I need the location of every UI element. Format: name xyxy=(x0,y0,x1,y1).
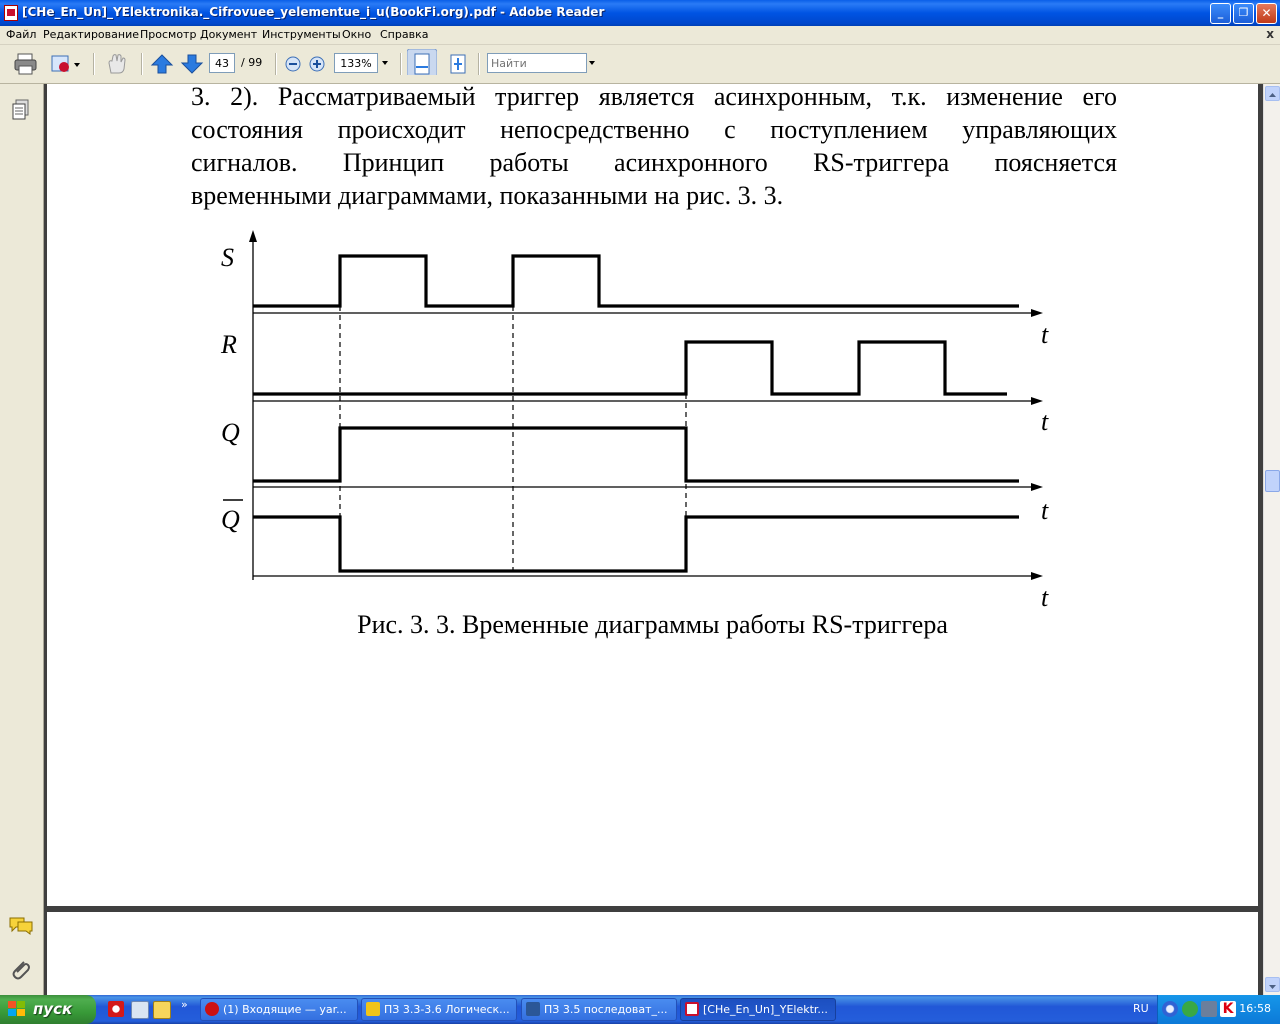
figure-caption: Рис. 3. 3. Временные диаграммы работы RS-триггера xyxy=(357,610,948,639)
antivirus-icon[interactable]: K xyxy=(1220,1001,1236,1017)
maximize-icon: ❐ xyxy=(1238,6,1249,19)
menu-bar xyxy=(0,26,1280,45)
signal-label-s: S xyxy=(221,243,234,272)
zoom-dropdown-icon[interactable] xyxy=(382,61,388,65)
task-label: ПЗ 3.3-3.6 Логическ... xyxy=(384,1003,510,1016)
toolbar-separator xyxy=(93,53,95,75)
zoom-input[interactable] xyxy=(334,53,378,73)
timing-diagram xyxy=(47,84,1258,614)
search-dropdown-icon[interactable] xyxy=(589,61,595,65)
opera-icon[interactable] xyxy=(108,1001,124,1017)
signal-label-qbar: Q xyxy=(221,505,240,534)
taskbar-item-opera[interactable] xyxy=(200,998,358,1021)
axis-arrow xyxy=(1031,397,1043,405)
menu-document[interactable]: Документ xyxy=(200,28,258,41)
signal-s-waveform xyxy=(253,256,1019,306)
taskbar xyxy=(0,995,1280,1024)
network-icon[interactable] xyxy=(1182,1001,1198,1017)
next-page-icon[interactable] xyxy=(180,51,204,77)
scroll-down-button[interactable] xyxy=(1265,977,1280,992)
adobe-reader-icon xyxy=(4,5,18,21)
document-view[interactable] xyxy=(44,84,1263,995)
axis-arrow xyxy=(1031,572,1043,580)
clock-app-icon[interactable] xyxy=(153,1001,171,1019)
menu-window[interactable]: Окно xyxy=(342,28,372,41)
minimize-button[interactable] xyxy=(1210,3,1231,24)
task-label: ПЗ 3.5 последоват_... xyxy=(544,1003,668,1016)
page-total: / 99 xyxy=(241,56,263,69)
menu-file[interactable]: Файл xyxy=(6,28,37,41)
minimize-icon: _ xyxy=(1217,6,1224,19)
vertical-scrollbar[interactable] xyxy=(1263,84,1280,995)
fit-width-icon[interactable] xyxy=(407,49,437,75)
page-number-input[interactable] xyxy=(209,53,235,73)
scroll-up-button[interactable] xyxy=(1265,86,1280,101)
taskbar-item-adobe-reader[interactable] xyxy=(680,998,836,1021)
monitor-icon[interactable] xyxy=(1201,1001,1217,1017)
taskbar-item-word[interactable] xyxy=(521,998,677,1021)
close-icon: ✕ xyxy=(1261,6,1272,20)
task-label: [CHe_En_Un]_YElektr... xyxy=(703,1003,828,1016)
adobe-reader-icon xyxy=(685,1002,699,1016)
axis-arrow xyxy=(1031,483,1043,491)
text-line: состояния происходит непосредственно с поступлением управляющих xyxy=(191,115,1117,144)
toolbar-separator xyxy=(400,53,402,75)
start-label: пуск xyxy=(33,1000,73,1018)
window-title: [CHe_En_Un]_YElektronika._Cifrovuee_yelementue_i_u(BookFi.org).pdf - Adobe Reader xyxy=(22,5,605,19)
chevron-down-icon xyxy=(1266,980,1279,993)
comments-icon[interactable] xyxy=(8,914,34,936)
menu-help[interactable]: Справка xyxy=(380,28,429,41)
prev-page-icon[interactable] xyxy=(150,51,174,77)
menu-edit[interactable]: Редактирование xyxy=(43,28,139,41)
signal-label-q: Q xyxy=(221,418,240,447)
tray-expand-icon[interactable] xyxy=(1162,1001,1178,1017)
toolbar-separator xyxy=(478,53,480,75)
quicklaunch-more-icon[interactable]: » xyxy=(181,998,188,1011)
time-label: t xyxy=(1041,320,1049,349)
folder-icon xyxy=(366,1002,380,1016)
zoom-out-icon[interactable] xyxy=(283,51,303,77)
task-label: (1) Входящие — yar... xyxy=(223,1003,347,1016)
attach-icon[interactable] xyxy=(48,51,82,77)
menu-view[interactable]: Просмотр xyxy=(140,28,197,41)
print-icon[interactable] xyxy=(12,51,40,77)
time-label: t xyxy=(1041,496,1049,525)
language-indicator[interactable]: RU xyxy=(1133,1002,1149,1015)
toolbar-separator xyxy=(275,53,277,75)
chevron-up-icon xyxy=(1266,89,1279,102)
clock: 16:58 xyxy=(1239,1002,1271,1015)
attachments-icon[interactable] xyxy=(8,956,32,982)
navigation-pane xyxy=(0,84,44,995)
close-button[interactable] xyxy=(1256,3,1277,24)
documents-icon[interactable] xyxy=(131,1001,149,1019)
text-line: временными диаграммами, показанными на рис. 3. 3. xyxy=(191,181,784,210)
text-line: сигналов. Принцип работы асинхронного RS-триггера поясняется xyxy=(191,148,1117,177)
toolbar-separator xyxy=(141,53,143,75)
close-document-icon[interactable]: x xyxy=(1266,27,1274,41)
system-tray xyxy=(1157,995,1280,1024)
signal-q-waveform xyxy=(253,428,1019,481)
signal-label-r: R xyxy=(221,330,237,359)
taskbar-item-folder[interactable] xyxy=(361,998,517,1021)
pdf-page xyxy=(47,84,1258,906)
menu-tools[interactable]: Инструменты xyxy=(262,28,341,41)
pages-icon[interactable] xyxy=(10,98,32,122)
word-icon xyxy=(526,1002,540,1016)
opera-icon xyxy=(205,1002,219,1016)
text-line: 3. 2). Рассматриваемый триггер является асинхронным, т.к. изменение его xyxy=(191,84,1117,111)
maximize-button[interactable] xyxy=(1233,3,1254,24)
fit-page-icon[interactable] xyxy=(446,51,470,77)
scroll-thumb[interactable] xyxy=(1265,470,1280,492)
search-input[interactable] xyxy=(487,53,587,73)
time-label: t xyxy=(1041,583,1049,612)
start-button[interactable] xyxy=(0,995,96,1024)
zoom-in-icon[interactable] xyxy=(307,51,327,77)
hand-icon[interactable] xyxy=(103,51,131,77)
title-bar xyxy=(0,0,1280,26)
signal-qbar-waveform xyxy=(253,517,1019,571)
axis-arrow xyxy=(1031,309,1043,317)
axis-arrow xyxy=(249,230,257,242)
signal-r-waveform xyxy=(253,342,1007,394)
time-label: t xyxy=(1041,407,1049,436)
pdf-page-next xyxy=(47,912,1258,995)
windows-flag-icon xyxy=(8,1001,26,1018)
toolbar xyxy=(0,45,1280,84)
